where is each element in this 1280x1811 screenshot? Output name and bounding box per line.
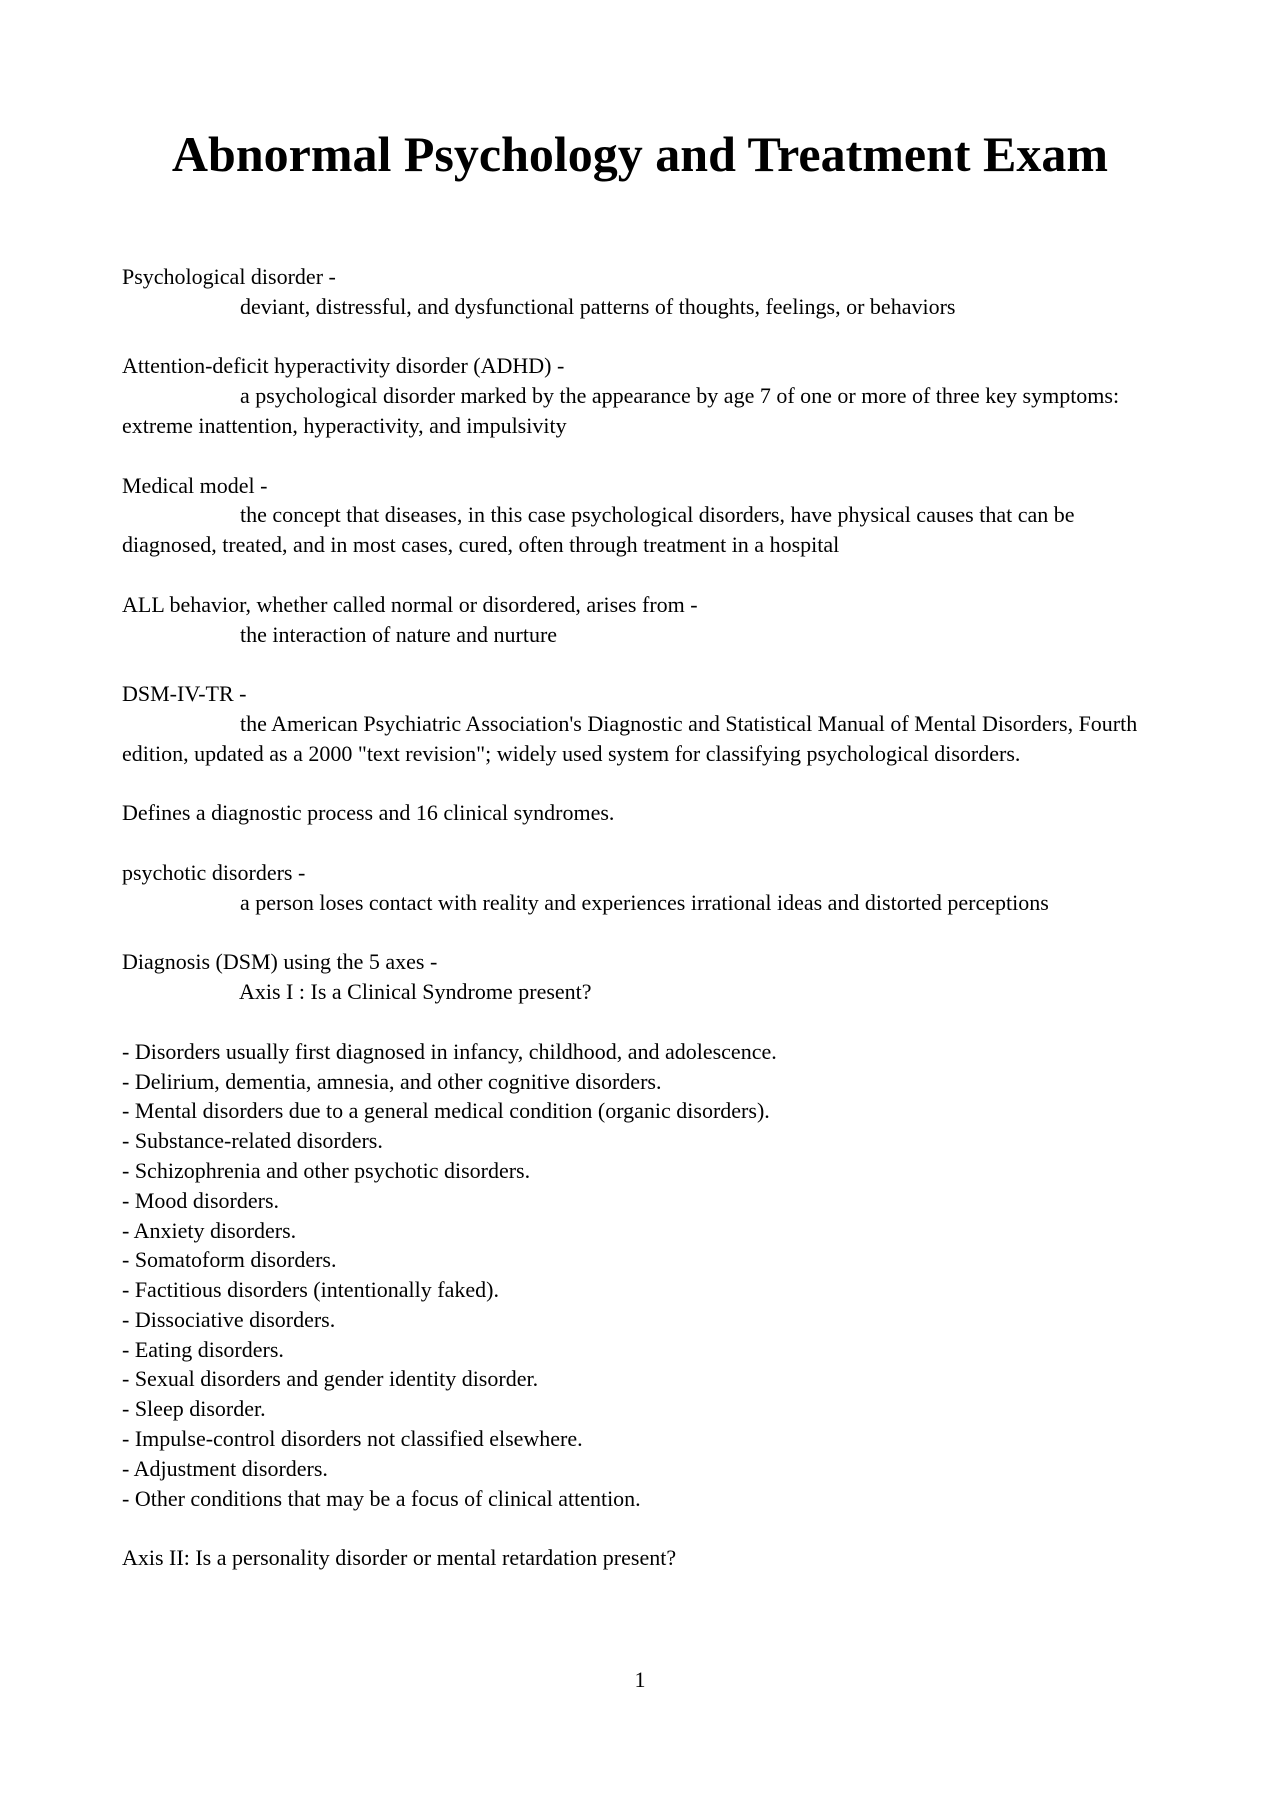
entry-term: Attention-deficit hyperactivity disorder (ADHD) - <box>122 353 565 379</box>
list-item: - Somatoform disorders. <box>122 1247 337 1273</box>
definition-entry <box>122 351 1167 440</box>
definition-entry <box>122 471 1167 560</box>
entry-definition: the American Psychiatric Association's Diagnostic and Statistical Manual of Mental Disorders, Fourth edition, updated as a 2000 "text revision"; widely used system for classifying psychological disorders. <box>122 710 1138 766</box>
definition-entry <box>122 590 1167 650</box>
list-item: - Mood disorders. <box>122 1187 280 1213</box>
dsm-note-text: Defines a diagnostic process and 16 clinical syndromes. <box>122 800 615 826</box>
axis-2-entry <box>122 1543 1167 1573</box>
diagnosis-term: Diagnosis (DSM) using the 5 axes - <box>122 949 438 975</box>
entry-definition: a psychological disorder marked by the appearance by age 7 of one or more of three key symptoms: extreme inattention, hyperactivity, and impulsivity <box>122 383 1120 438</box>
list-item: - Eating disorders. <box>122 1336 284 1362</box>
entry-term: DSM-IV-TR - <box>122 681 247 707</box>
list-item: - Dissociative disorders. <box>122 1306 336 1332</box>
list-item: - Factitious disorders (intentionally faked). <box>122 1277 499 1303</box>
entry-definition: the interaction of nature and nurture <box>240 621 558 647</box>
list-item: - Impulse-control disorders not classified elsewhere. <box>122 1426 583 1452</box>
document-body <box>122 262 1167 1603</box>
entry-definition: deviant, distressful, and dysfunctional patterns of thoughts, feelings, or behaviors <box>240 293 956 319</box>
list-item: - Mental disorders due to a general medical condition (organic disorders). <box>122 1098 770 1124</box>
axis-1-list <box>122 1037 1167 1514</box>
list-item: - Other conditions that may be a focus of clinical attention. <box>122 1485 641 1511</box>
entry-definition: the concept that diseases, in this case psychological disorders, have physical causes that can be diagnosed, treated, and in most cases, cured, often through treatment in a hospital <box>122 502 1075 558</box>
axis-1-question: Axis I : Is a Clinical Syndrome present? <box>239 979 592 1005</box>
list-item: - Schizophrenia and other psychotic disorders. <box>122 1157 531 1183</box>
list-item: - Sleep disorder. <box>122 1396 266 1422</box>
page-title: Abnormal Psychology and Treatment Exam <box>171 126 1109 182</box>
entry-definition: a person loses contact with reality and experiences irrational ideas and distorted perceptions <box>240 889 1049 915</box>
entry-term: psychotic disorders - <box>122 859 306 885</box>
list-item: - Sexual disorders and gender identity disorder. <box>122 1366 539 1392</box>
entry-term: Medical model - <box>122 472 268 498</box>
page-number: 1 <box>634 1667 646 1692</box>
list-item: - Delirium, dementia, amnesia, and other cognitive disorders. <box>122 1068 662 1094</box>
definition-entry <box>122 679 1167 768</box>
definition-entry <box>122 858 1167 918</box>
list-item: - Substance-related disorders. <box>122 1128 383 1154</box>
list-item: - Anxiety disorders. <box>122 1217 297 1243</box>
entry-term: ALL behavior, whether called normal or disordered, arises from - <box>122 591 698 617</box>
axis-2-question: Axis II: Is a personality disorder or mental retardation present? <box>122 1545 677 1571</box>
diagnosis-entry <box>122 947 1167 1007</box>
definition-entry <box>122 262 1167 322</box>
list-item: - Adjustment disorders. <box>122 1455 328 1481</box>
entry-term: Psychological disorder - <box>122 264 336 289</box>
list-item: - Disorders usually first diagnosed in infancy, childhood, and adolescence. <box>122 1038 777 1064</box>
dsm-note <box>122 798 1167 828</box>
